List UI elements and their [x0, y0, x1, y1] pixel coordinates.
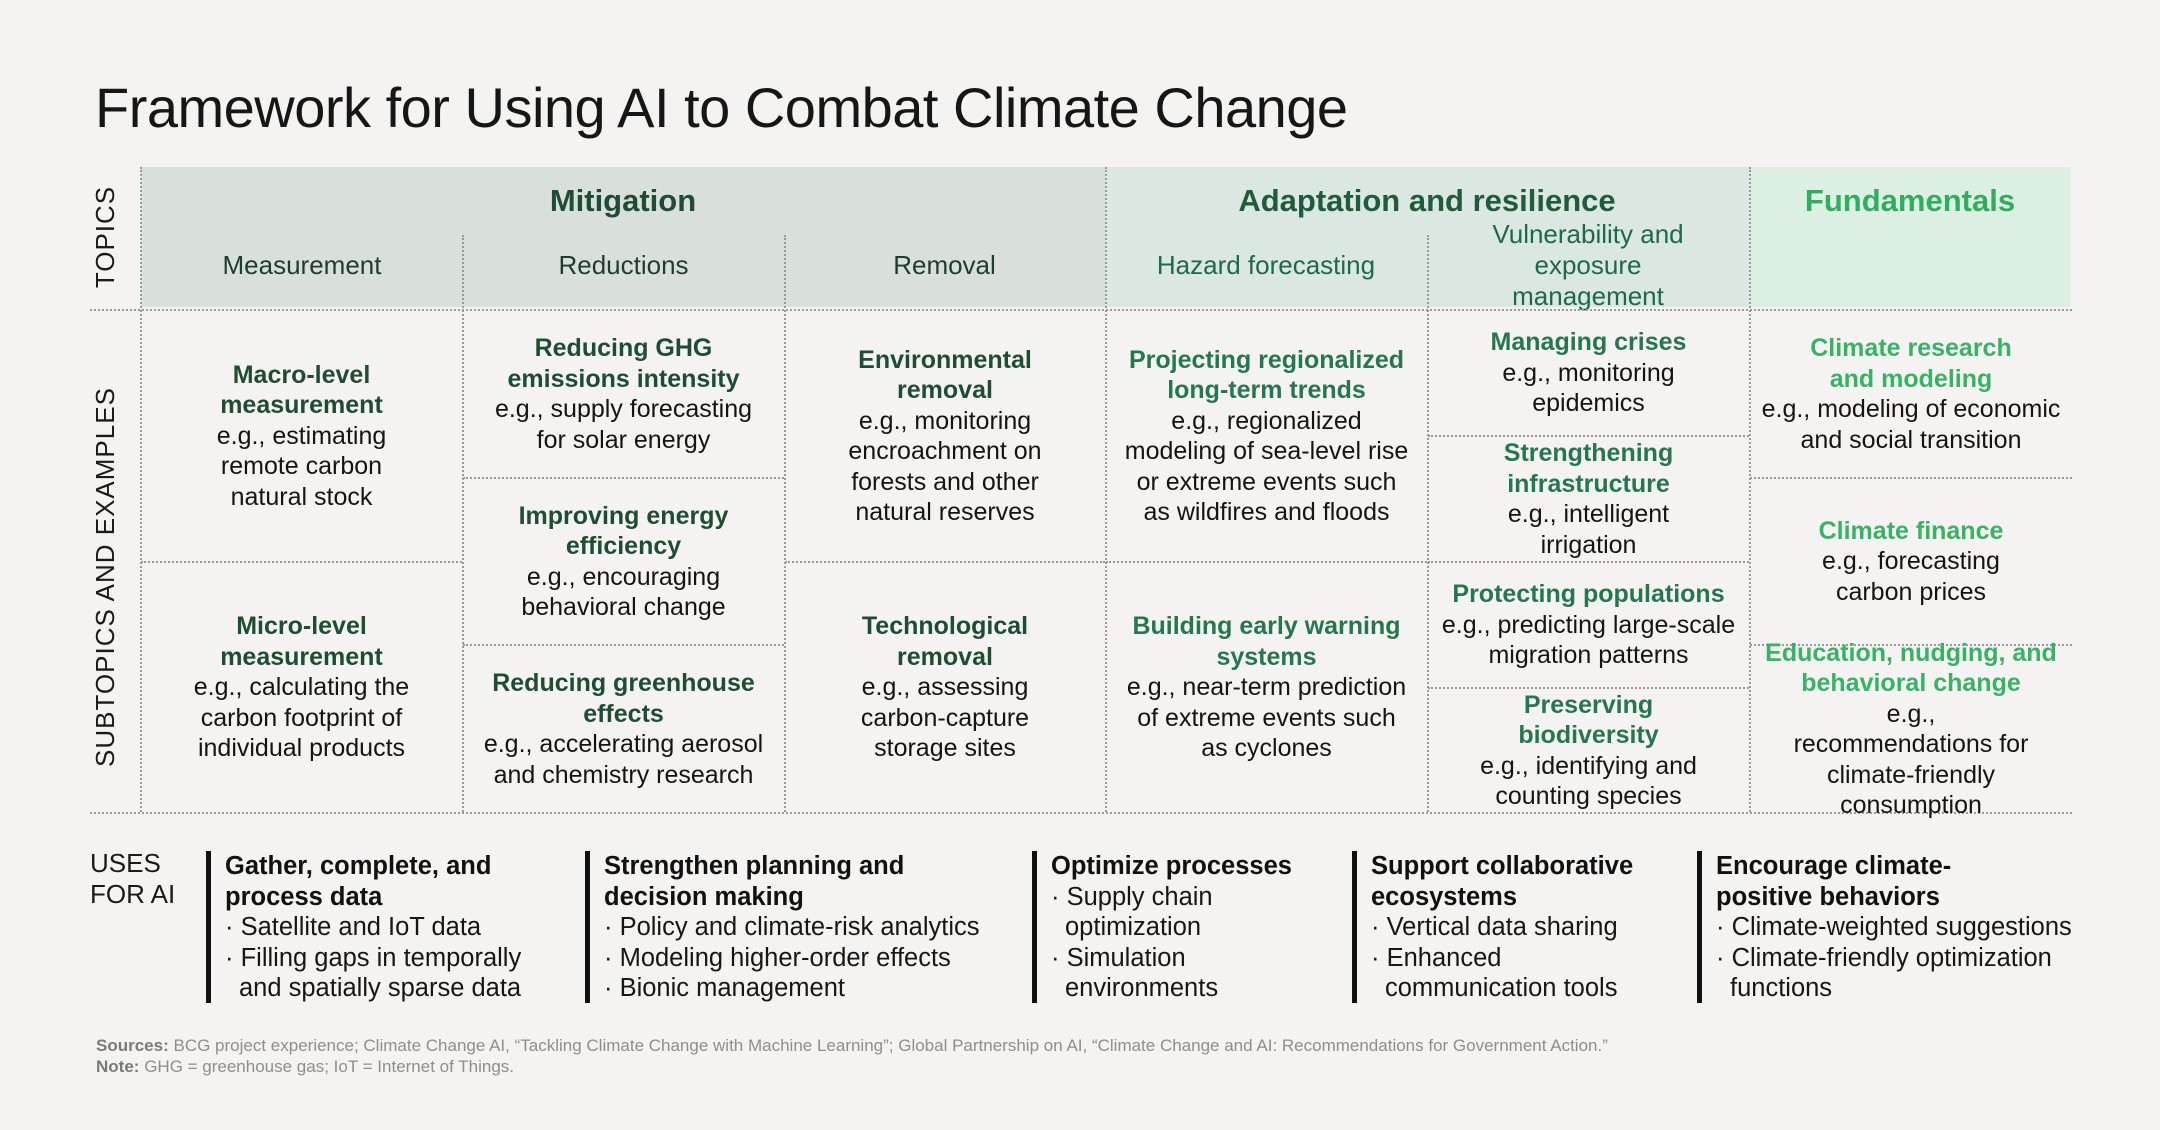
note-text: GHG = greenhouse gas; IoT = Internet of Things.: [144, 1057, 515, 1076]
cell-heading: Macro-level measurement: [220, 360, 383, 420]
cell-text: e.g., monitoring epidemics: [1502, 358, 1675, 418]
use-strengthen-planning: [585, 851, 1015, 1003]
cell-technological-removal: [785, 563, 1105, 812]
cell-energy-efficiency: [463, 479, 784, 644]
cell-early-warning: [1106, 563, 1427, 812]
cell-text: e.g., regionalized modeling of sea-level rise or extreme events such as wildfires and floods: [1124, 406, 1409, 526]
cell-text: e.g., modeling of economic and social transition: [1761, 395, 2061, 454]
cell-text: e.g., predicting large-scale migration patterns: [1441, 610, 1736, 670]
topic-fundamentals: Fundamentals: [1804, 183, 2016, 218]
use-item: · Climate-friendly optimization functions: [1716, 943, 2052, 1002]
cell-text: e.g., estimating remote carbon natural stock: [216, 421, 387, 511]
cell-heading: Preserving biodiversity: [1518, 690, 1659, 749]
cell-text: e.g., encouraging behavioral change: [521, 562, 726, 621]
sources-note: [96, 1036, 1608, 1056]
subtopic-measurement: Measurement: [222, 249, 382, 280]
cell-text: e.g., calculating the carbon footprint of individual products: [193, 673, 410, 763]
subtopics-row-label: SUBTOPICS AND EXAMPLES: [90, 387, 120, 767]
cell-regionalized-trends: [1106, 311, 1427, 561]
cell-heading: Protecting populations: [1452, 580, 1725, 609]
cell-text: e.g., supply forecasting for solar energy: [494, 395, 753, 454]
subtopic-vulnerability: Vulnerability and exposure management: [1492, 218, 1684, 311]
cell-heading: Building early warning systems: [1132, 612, 1401, 671]
use-item: · Enhanced communication tools: [1371, 943, 1618, 1002]
sources-label: Sources:: [96, 1036, 169, 1055]
subtopic-removal: Removal: [893, 249, 996, 280]
use-heading: Strengthen planning and decision making: [604, 852, 905, 911]
cell-text: e.g., accelerating aerosol and chemistry research: [483, 730, 764, 789]
cell-text: e.g., identifying and counting species: [1480, 751, 1697, 810]
cell-strengthening-infrastructure: [1428, 437, 1749, 561]
cell-text: e.g., intelligent irrigation: [1507, 500, 1670, 559]
cell-climate-research: [1750, 311, 2072, 477]
use-item: · Filling gaps in temporally and spatially sparse data: [225, 943, 522, 1002]
cell-micro-measurement: [141, 563, 462, 812]
cell-text: e.g., near-term prediction of extreme events such as cyclones: [1126, 673, 1407, 763]
use-gather-data: [206, 851, 566, 1003]
cell-reducing-ghg: [463, 311, 784, 477]
cell-text: e.g., assessing carbon-capture storage sites: [860, 673, 1030, 763]
sources-text: BCG project experience; Climate Change AI, “Tackling Climate Change with Machine Learning”; Global Partnership on AI, “Climate Change and AI: Recommendations for Government Action.”: [173, 1036, 1608, 1055]
cell-heading: Projecting regionalized long-term trends: [1128, 345, 1405, 404]
use-item: · Policy and climate-risk analytics: [604, 913, 980, 941]
cell-text: e.g., recommendations for climate-friendly consumption: [1793, 699, 2029, 819]
cell-environmental-removal: [785, 311, 1105, 561]
cell-heading: Climate research and modeling: [1810, 334, 2012, 393]
topic-mitigation: Mitigation: [549, 183, 697, 218]
use-heading: Encourage climate-positive behaviors: [1716, 852, 1952, 911]
subtopic-hazard-forecasting: Hazard forecasting: [1156, 249, 1376, 280]
use-item: · Simulation environments: [1051, 943, 1219, 1002]
uses-label-line: USES: [90, 848, 161, 878]
cell-protecting-populations: [1428, 563, 1749, 687]
cell-preserving-biodiversity: [1428, 689, 1749, 812]
use-item: · Supply chain optimization: [1051, 882, 1213, 941]
cell-heading: Education, nudging, and behavioral change: [1765, 638, 2057, 697]
cell-macro-measurement: [141, 311, 462, 561]
use-heading: Optimize processes: [1051, 852, 1292, 880]
cell-heading: Reducing GHG emissions intensity: [507, 334, 740, 393]
cell-heading: Technological removal: [861, 612, 1029, 671]
cell-heading: Managing crises: [1490, 328, 1687, 357]
abbreviation-note: [96, 1057, 514, 1077]
cell-text: e.g., monitoring encroachment on forests and other natural reserves: [848, 406, 1042, 526]
use-item: · Satellite and IoT data: [225, 913, 482, 941]
cell-heading: Strengthening infrastructure: [1503, 439, 1674, 498]
use-optimize-processes: [1032, 851, 1332, 1003]
cell-heading: Reducing greenhouse effects: [492, 669, 755, 728]
cell-greenhouse-effects: [463, 646, 784, 812]
page-title: Framework for Using AI to Combat Climate Change: [95, 76, 1348, 139]
cell-climate-finance: [1750, 479, 2072, 644]
topics-row-label: TOPICS: [90, 185, 120, 289]
use-collaborative-ecosystems: [1352, 851, 1682, 1003]
topic-adaptation: Adaptation and resilience: [1238, 183, 1616, 218]
subtopic-reductions: Reductions: [558, 249, 689, 280]
cell-heading: Micro-level measurement: [220, 612, 383, 671]
use-item: · Climate-weighted suggestions: [1716, 913, 2072, 941]
use-climate-positive-behaviors: [1697, 851, 2087, 1003]
note-label: Note:: [96, 1057, 140, 1076]
uses-row-label: [90, 848, 175, 910]
uses-label-line: FOR AI: [90, 879, 176, 909]
cell-heading: Environmental removal: [858, 345, 1032, 404]
cell-managing-crises: [1428, 311, 1749, 435]
cell-education-nudging: [1750, 638, 2072, 819]
use-item: · Modeling higher-order effects: [604, 943, 951, 972]
use-heading: Support collaborative ecosystems: [1371, 852, 1634, 911]
cell-heading: Climate finance: [1818, 516, 2004, 545]
cell-text: e.g., forecasting carbon prices: [1822, 547, 2000, 606]
cell-heading: Improving energy efficiency: [518, 501, 729, 560]
use-item: · Bionic management: [604, 974, 845, 1002]
use-heading: Gather, complete, and process data: [225, 852, 492, 911]
use-item: · Vertical data sharing: [1371, 913, 1618, 941]
